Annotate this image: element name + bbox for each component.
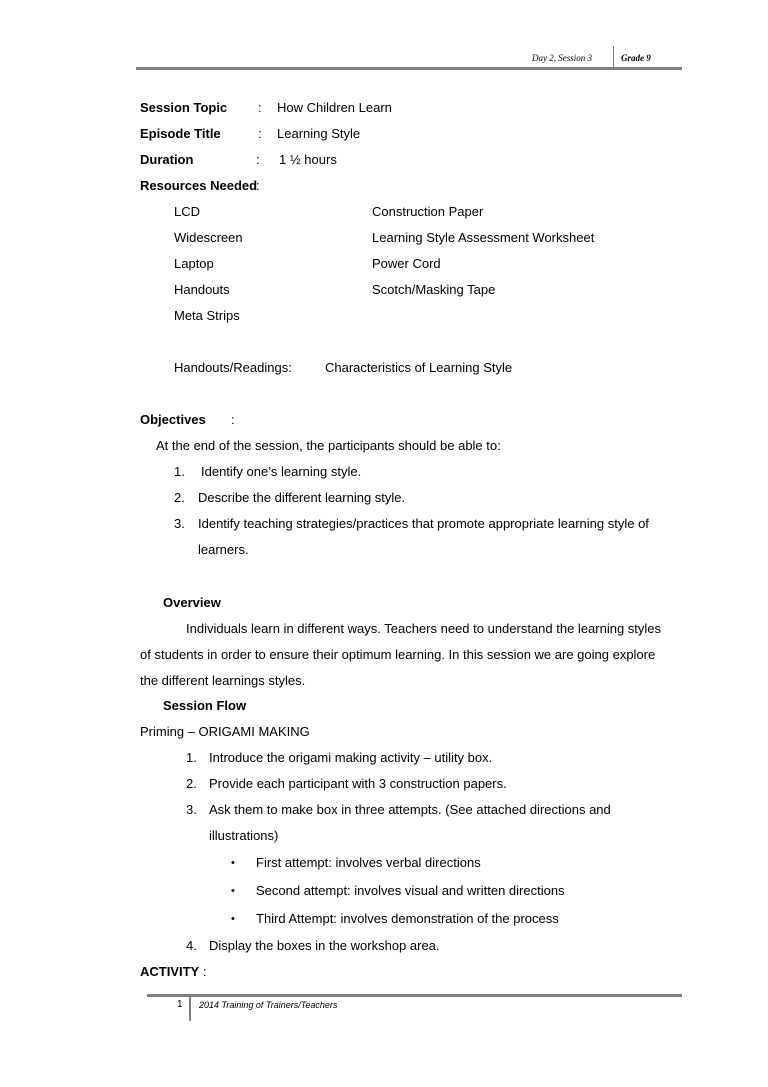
objective-text: Identify one’s learning style. xyxy=(201,464,362,479)
step-text: Display the boxes in the workshop area. xyxy=(209,938,440,953)
session-topic-colon: : xyxy=(258,100,262,115)
activity-label: ACTIVITY xyxy=(140,964,200,979)
duration-label: Duration xyxy=(140,152,194,167)
header-divider xyxy=(613,46,614,69)
overview-line: the different learnings styles. xyxy=(140,673,306,688)
resource-item: LCD xyxy=(174,204,201,219)
resource-item: Construction Paper xyxy=(372,204,484,219)
episode-title-value: Learning Style xyxy=(277,126,361,141)
overview-line: of students in order to ensure their optimum learning. In this session we are going explore xyxy=(140,647,656,662)
objective-text-cont: learners. xyxy=(198,542,249,557)
bullet-icon: • xyxy=(231,885,235,897)
resources-colon: : xyxy=(256,178,260,193)
handouts-value: Characteristics of Learning Style xyxy=(325,360,513,375)
step-text: Provide each participant with 3 construction papers. xyxy=(209,776,507,791)
episode-title-colon: : xyxy=(258,126,262,141)
priming-title: Priming – ORIGAMI MAKING xyxy=(140,724,310,739)
episode-title-label: Episode Title xyxy=(140,126,221,141)
objectives-colon: : xyxy=(231,412,235,427)
overview-title: Overview xyxy=(163,595,221,610)
objective-text: Identify teaching strategies/practices that promote appropriate learning style of xyxy=(198,516,649,531)
duration-value: 1 ½ hours xyxy=(279,152,337,167)
header-session: Day 2, Session 3 xyxy=(532,53,592,63)
step-text: Ask them to make box in three attempts. (See attached directions and xyxy=(209,802,611,817)
activity-heading xyxy=(140,964,206,980)
step-number: 3. xyxy=(186,802,197,817)
overview-line: Individuals learn in different ways. Teachers need to understand the learning styles xyxy=(186,621,662,636)
attempt-text: Third Attempt: involves demonstration of the process xyxy=(256,911,559,926)
step-text: Introduce the origami making activity – utility box. xyxy=(209,750,493,765)
session-flow-title: Session Flow xyxy=(163,698,247,713)
footer-text: 2014 Training of Trainers/Teachers xyxy=(199,1000,338,1010)
activity-colon: : xyxy=(199,964,207,979)
attempt-text: Second attempt: involves visual and written directions xyxy=(256,883,565,898)
resource-item: Learning Style Assessment Worksheet xyxy=(372,230,595,245)
page-number: 1 xyxy=(177,999,183,1010)
step-number: 2. xyxy=(186,776,197,791)
resource-item: Handouts xyxy=(174,282,230,297)
handouts-label: Handouts/Readings: xyxy=(174,360,292,375)
footer-divider xyxy=(189,997,191,1021)
header-rule xyxy=(136,67,682,70)
objective-number: 2. xyxy=(174,490,185,505)
objective-text: Describe the different learning style. xyxy=(198,490,406,505)
objective-number: 1. xyxy=(174,464,185,479)
session-topic-value: How Children Learn xyxy=(277,100,392,115)
step-number: 4. xyxy=(186,938,197,953)
header-grade: Grade 9 xyxy=(621,53,651,63)
attempt-text: First attempt: involves verbal directions xyxy=(256,855,481,870)
session-topic-label: Session Topic xyxy=(140,100,228,115)
resource-item: Meta Strips xyxy=(174,308,240,323)
bullet-icon: • xyxy=(231,857,235,869)
duration-colon: : xyxy=(256,152,260,167)
objectives-label: Objectives xyxy=(140,412,206,427)
objective-number: 3. xyxy=(174,516,185,531)
resource-item: Laptop xyxy=(174,256,214,271)
objectives-intro: At the end of the session, the participants should be able to: xyxy=(156,438,501,453)
bullet-icon: • xyxy=(231,913,235,925)
resource-item: Widescreen xyxy=(174,230,243,245)
footer-rule xyxy=(147,994,682,997)
resource-item: Scotch/Masking Tape xyxy=(372,282,496,297)
step-number: 1. xyxy=(186,750,197,765)
resources-label: Resources Needed xyxy=(140,178,258,193)
step-text-cont: illustrations) xyxy=(209,828,279,843)
resource-item: Power Cord xyxy=(372,256,441,271)
